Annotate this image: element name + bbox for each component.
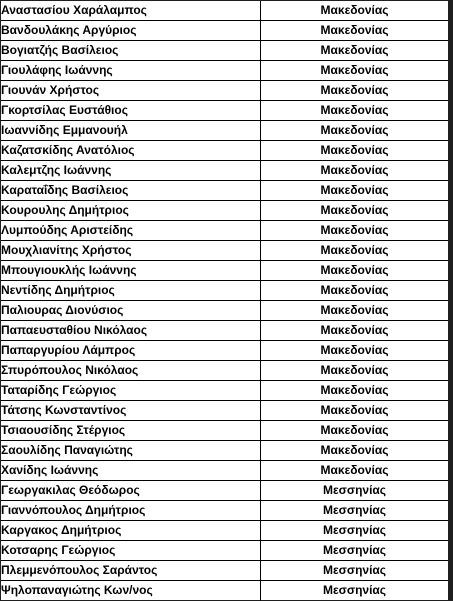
name-cell[interactable]: Τσιαουσίδης Στέργιος xyxy=(1,421,261,441)
table-row xyxy=(1,401,448,421)
table-row xyxy=(1,261,448,281)
table-row xyxy=(1,241,448,261)
table-row xyxy=(1,481,448,501)
name-cell[interactable]: Γιουλάφης Ιωάννης xyxy=(1,61,261,81)
name-cell[interactable]: Ταταρίδης Γεώργιος xyxy=(1,381,261,401)
region-cell[interactable]: Μακεδονίας xyxy=(261,241,448,261)
name-cell[interactable]: Βανδουλάκης Αργύριος xyxy=(1,21,261,41)
region-cell[interactable]: Μακεδονίας xyxy=(261,381,448,401)
region-cell[interactable]: Μακεδονίας xyxy=(261,341,448,361)
name-cell[interactable]: Κουρουλης Δημήτριος xyxy=(1,201,261,221)
table-row xyxy=(1,41,448,61)
region-cell[interactable]: Μακεδονίας xyxy=(261,441,448,461)
name-cell[interactable]: Κοτσαρης Γεώργιος xyxy=(1,541,261,561)
region-cell[interactable]: Μακεδονίας xyxy=(261,101,448,121)
names-table xyxy=(1,1,448,601)
name-cell[interactable]: Καραταΐδης Βασίλειος xyxy=(1,181,261,201)
table-row xyxy=(1,81,448,101)
table-row xyxy=(1,561,448,581)
table-row xyxy=(1,321,448,341)
table-row xyxy=(1,341,448,361)
region-cell[interactable]: Μακεδονίας xyxy=(261,221,448,241)
table-row xyxy=(1,101,448,121)
table-row xyxy=(1,581,448,601)
name-cell[interactable]: Ιωαννίδης Εμμανουήλ xyxy=(1,121,261,141)
name-cell[interactable]: Παπαργυρίου Λάμπρος xyxy=(1,341,261,361)
table-row xyxy=(1,201,448,221)
region-cell[interactable]: Μακεδονίας xyxy=(261,41,448,61)
name-cell[interactable]: Μπουγιουκλής Ιωάννης xyxy=(1,261,261,281)
table-row xyxy=(1,181,448,201)
name-cell[interactable]: Πλεμμενόπουλος Σαράντος xyxy=(1,561,261,581)
region-cell[interactable]: Μακεδονίας xyxy=(261,421,448,441)
region-cell[interactable]: Μακεδονίας xyxy=(261,401,448,421)
region-cell[interactable]: Μακεδονίας xyxy=(261,301,448,321)
name-cell[interactable]: Ψηλοπαναγιώτης Κων/νος xyxy=(1,581,261,601)
table-row xyxy=(1,221,448,241)
table-row xyxy=(1,121,448,141)
region-cell[interactable]: Μακεδονίας xyxy=(261,461,448,481)
name-cell[interactable]: Βογιατζής Βασίλειος xyxy=(1,41,261,61)
name-cell[interactable]: Παπαευσταθίου Νικόλαος xyxy=(1,321,261,341)
table-row xyxy=(1,161,448,181)
region-cell[interactable]: Μακεδονίας xyxy=(261,181,448,201)
name-cell[interactable]: Νεντίδης Δημήτριος xyxy=(1,281,261,301)
table-row xyxy=(1,541,448,561)
table-row xyxy=(1,421,448,441)
table-row xyxy=(1,1,448,21)
table-row xyxy=(1,281,448,301)
table-row xyxy=(1,521,448,541)
region-cell[interactable]: Μακεδονίας xyxy=(261,161,448,181)
region-cell[interactable]: Μακεδονίας xyxy=(261,81,448,101)
table-row xyxy=(1,461,448,481)
region-cell[interactable]: Μακεδονίας xyxy=(261,21,448,41)
name-cell[interactable]: Τάτσης Κωνσταντίνος xyxy=(1,401,261,421)
name-cell[interactable]: Γιαννόπουλος Δημήτριος xyxy=(1,501,261,521)
table-body xyxy=(1,1,448,601)
name-cell[interactable]: Αναστασίου Χαράλαμπος xyxy=(1,1,261,21)
region-cell[interactable]: Μεσσηνίας xyxy=(261,521,448,541)
region-cell[interactable]: Μακεδονίας xyxy=(261,261,448,281)
name-cell[interactable]: Γεωργακιλας Θεόδωρος xyxy=(1,481,261,501)
name-cell[interactable]: Γιουνάν Χρήστος xyxy=(1,81,261,101)
name-cell[interactable]: Καλεμτζης Ιωάννης xyxy=(1,161,261,181)
table-row xyxy=(1,501,448,521)
region-cell[interactable]: Μακεδονίας xyxy=(261,321,448,341)
region-cell[interactable]: Μακεδονίας xyxy=(261,121,448,141)
name-cell[interactable]: Χανίδης Ιωάννης xyxy=(1,461,261,481)
region-cell[interactable]: Μεσσηνίας xyxy=(261,561,448,581)
name-cell[interactable]: Μουχλιανίτης Χρήστος xyxy=(1,241,261,261)
region-cell[interactable]: Μεσσηνίας xyxy=(261,481,448,501)
table-row xyxy=(1,381,448,401)
table-row xyxy=(1,21,448,41)
table-row xyxy=(1,61,448,81)
table-row xyxy=(1,141,448,161)
name-cell[interactable]: Γκορτσίλας Ευστάθιος xyxy=(1,101,261,121)
region-cell[interactable]: Μακεδονίας xyxy=(261,1,448,21)
region-cell[interactable]: Μακεδονίας xyxy=(261,281,448,301)
name-cell[interactable]: Σπυρόπουλος Νικόλαος xyxy=(1,361,261,381)
table-row xyxy=(1,361,448,381)
name-cell[interactable]: Λυμπούδης Αριστείδης xyxy=(1,221,261,241)
region-cell[interactable]: Μεσσηνίας xyxy=(261,501,448,521)
table-row xyxy=(1,301,448,321)
region-cell[interactable]: Μεσσηνίας xyxy=(261,541,448,561)
region-cell[interactable]: Μακεδονίας xyxy=(261,61,448,81)
name-cell[interactable]: Παλιουρας Διονύσιος xyxy=(1,301,261,321)
table-row xyxy=(1,441,448,461)
name-cell[interactable]: Καργακος Δημήτριος xyxy=(1,521,261,541)
region-cell[interactable]: Μακεδονίας xyxy=(261,361,448,381)
region-cell[interactable]: Μεσσηνίας xyxy=(261,581,448,601)
name-cell[interactable]: Καζατσκίδης Ανατόλιος xyxy=(1,141,261,161)
region-cell[interactable]: Μακεδονίας xyxy=(261,141,448,161)
name-cell[interactable]: Σαουλίδης Παναγιώτης xyxy=(1,441,261,461)
region-cell[interactable]: Μακεδονίας xyxy=(261,201,448,221)
